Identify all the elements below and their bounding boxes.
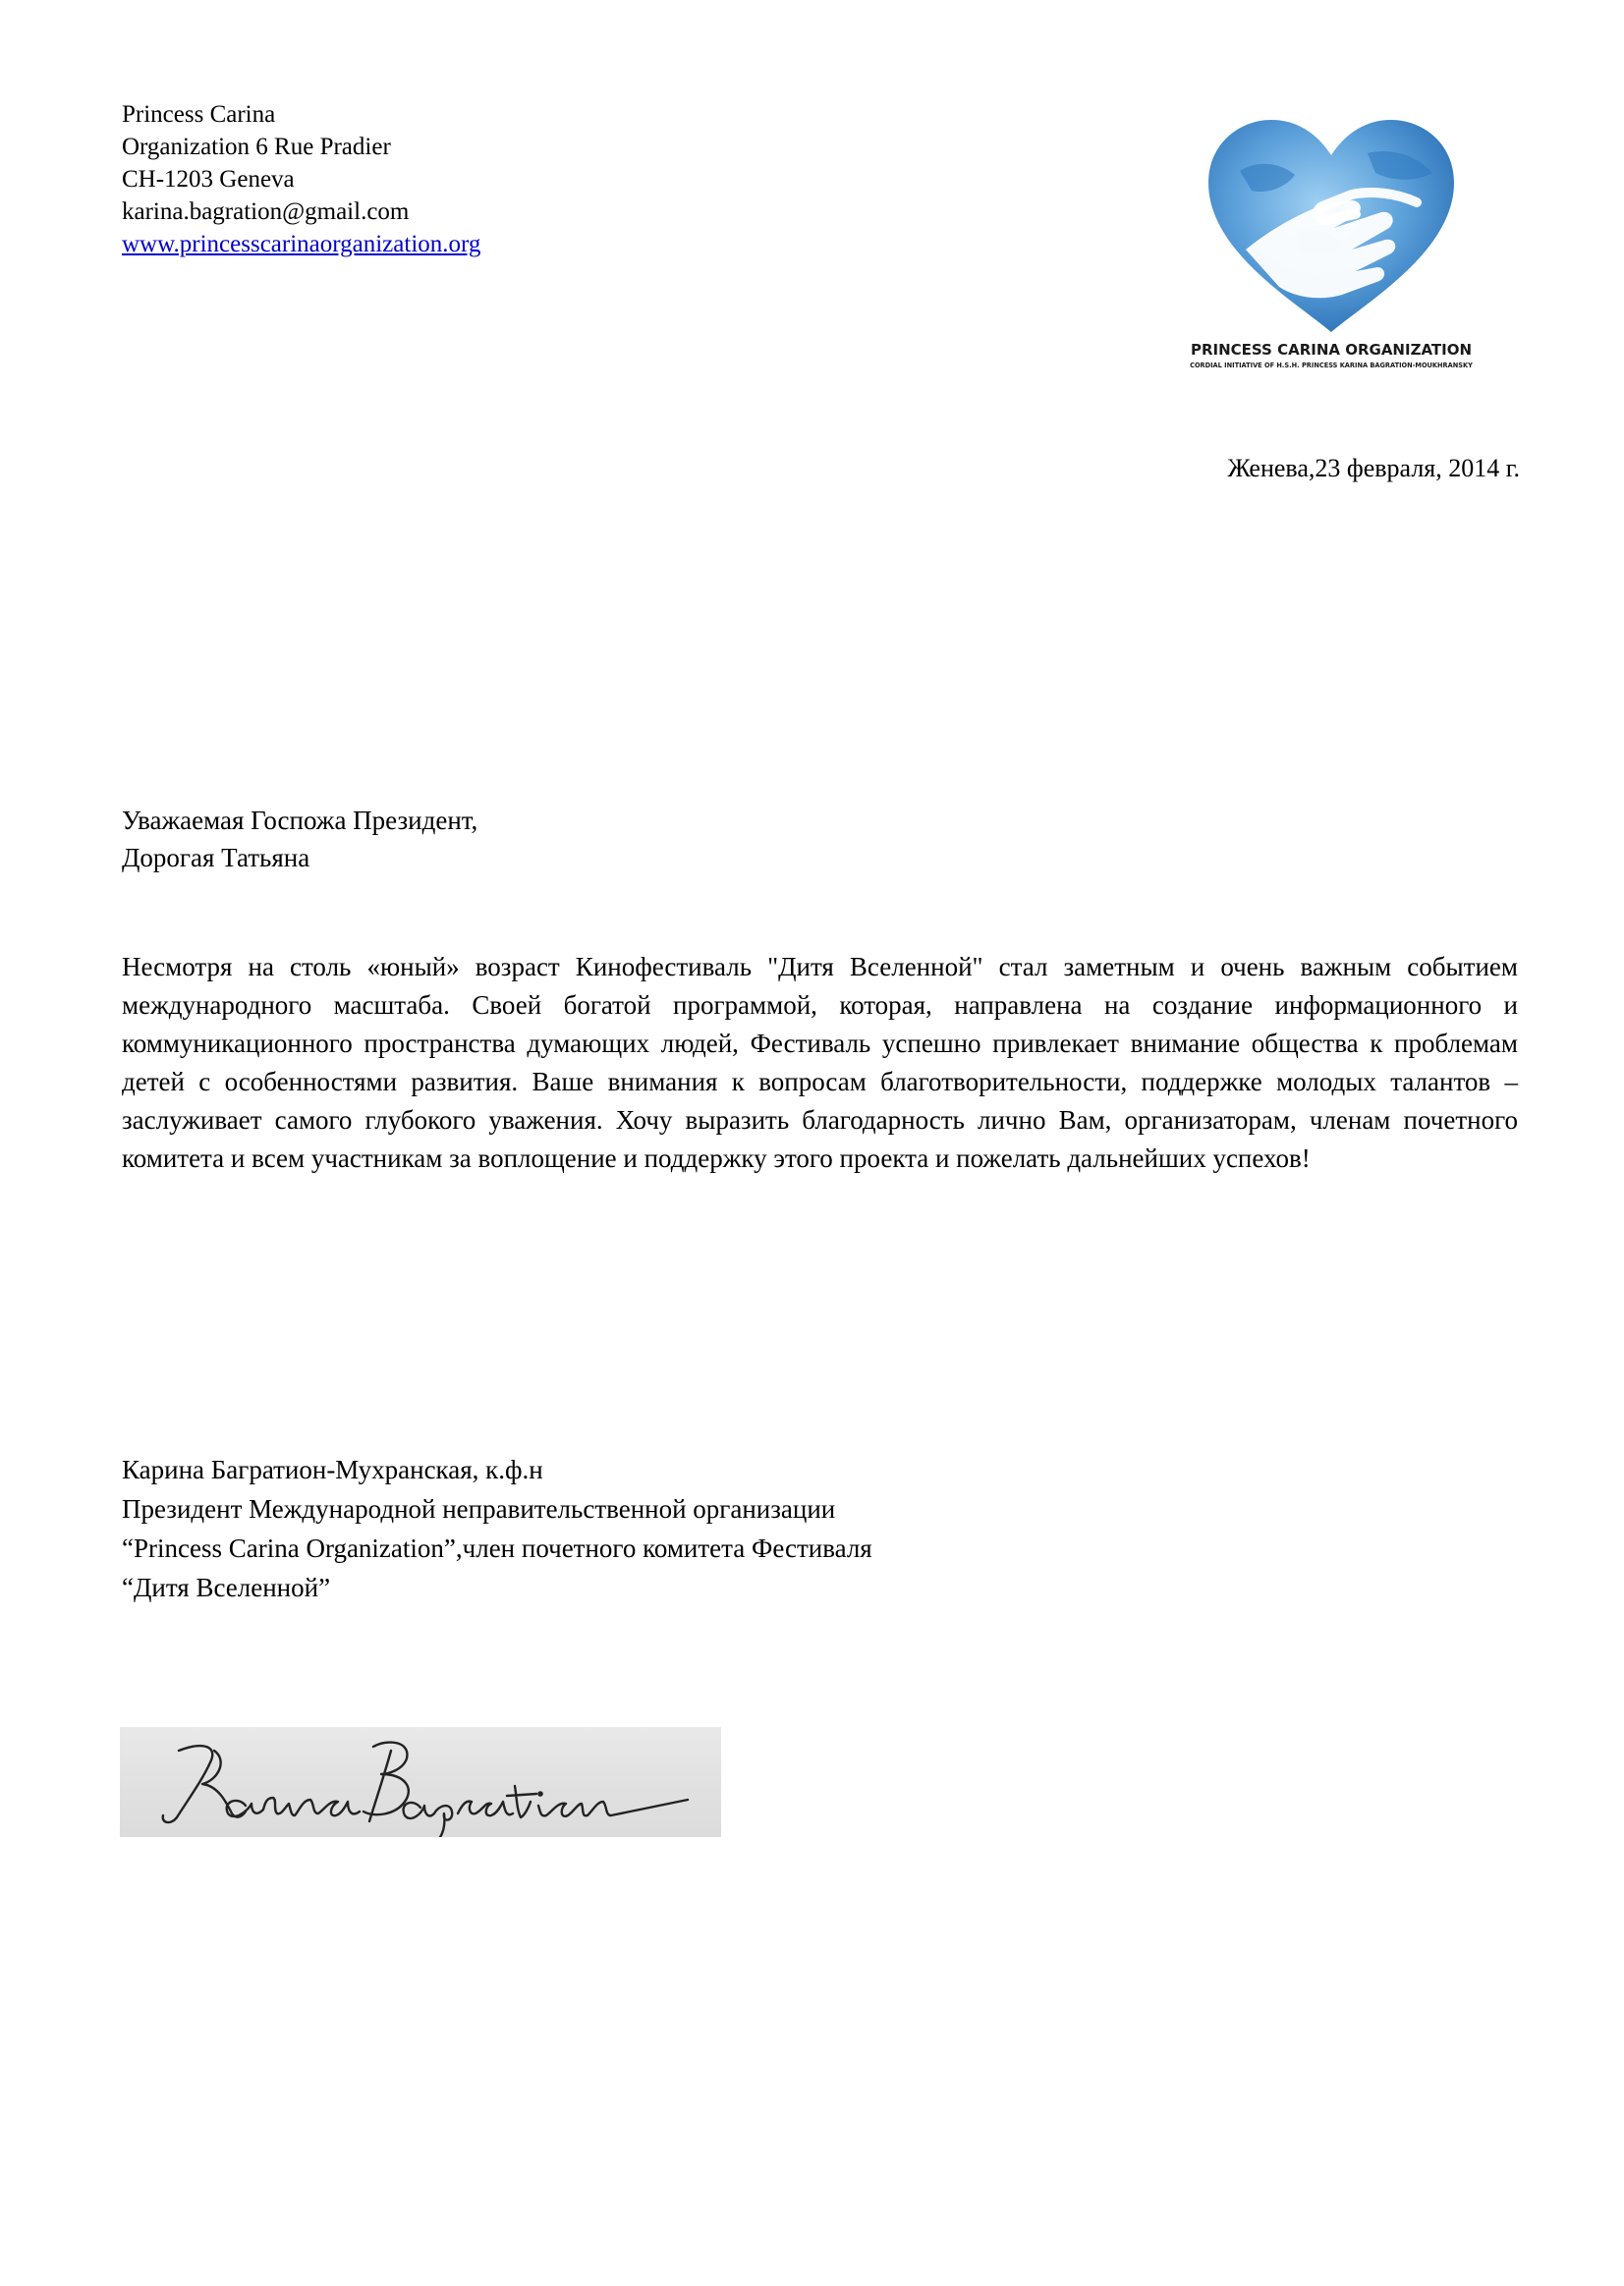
signer-organization: “Princess Carina Organization”,член почетного комитета Фестиваля <box>122 1533 872 1563</box>
salutation-block <box>122 802 477 876</box>
signer-title: Президент Международной неправительственной организации <box>122 1494 836 1524</box>
salutation-line-2: Дорогая Татьяна <box>122 843 310 872</box>
signature-image <box>120 1727 721 1837</box>
logo-subtitle: CORDIAL INITIATIVE OF H.S.H. PRINCESS KARINA BAGRATION-MOUKHRANSKY <box>1190 362 1473 369</box>
festival-name: “Дитя Вселенной” <box>122 1573 331 1602</box>
sender-name-line: Princess Carina <box>122 101 276 128</box>
sender-website-link[interactable]: www.princesscarinaorganization.org <box>122 231 481 257</box>
signer-name: Карина Багратион-Мухранская, к.ф.н <box>122 1455 543 1484</box>
letter-date: Женева,23 февраля, 2014 г. <box>1227 454 1520 482</box>
heart-handshake-globe-icon <box>1149 84 1513 369</box>
logo-title: PRINCESS CARINA ORGANIZATION <box>1190 341 1473 359</box>
sender-street-line: Organization 6 Rue Pradier <box>122 134 391 160</box>
handwritten-signature-icon <box>120 1727 721 1837</box>
organization-logo <box>1149 84 1513 369</box>
salutation-line-1: Уважаемая Госпожа Президент, <box>122 806 478 835</box>
sender-address-block <box>122 98 480 260</box>
sender-email: karina.bagration@gmail.com <box>122 198 410 225</box>
letter-body: Несмотря на столь «юный» возраст Кинофестиваль "Дитя Вселенной" стал заметным и очень важным событием международного масштаба. Своей богатой программой, которая, направлена на создание информационного и коммуникационного пространства думающих людей, Фестиваль успешно привлекает внимание общества к проблемам детей с особенностями развития. Ваше внимания к вопросам благотворительности, поддержке молодых талантов – заслуживает самого глубокого уважения. Хочу выразить благодарность лично Вам, организаторам, членам почетного комитета и всем участникам за воплощение и поддержку этого проекта и пожелать дальнейших успехов! <box>122 952 1518 1173</box>
closing-block <box>122 1450 872 1607</box>
sender-city-line: CH-1203 Geneva <box>122 166 295 193</box>
